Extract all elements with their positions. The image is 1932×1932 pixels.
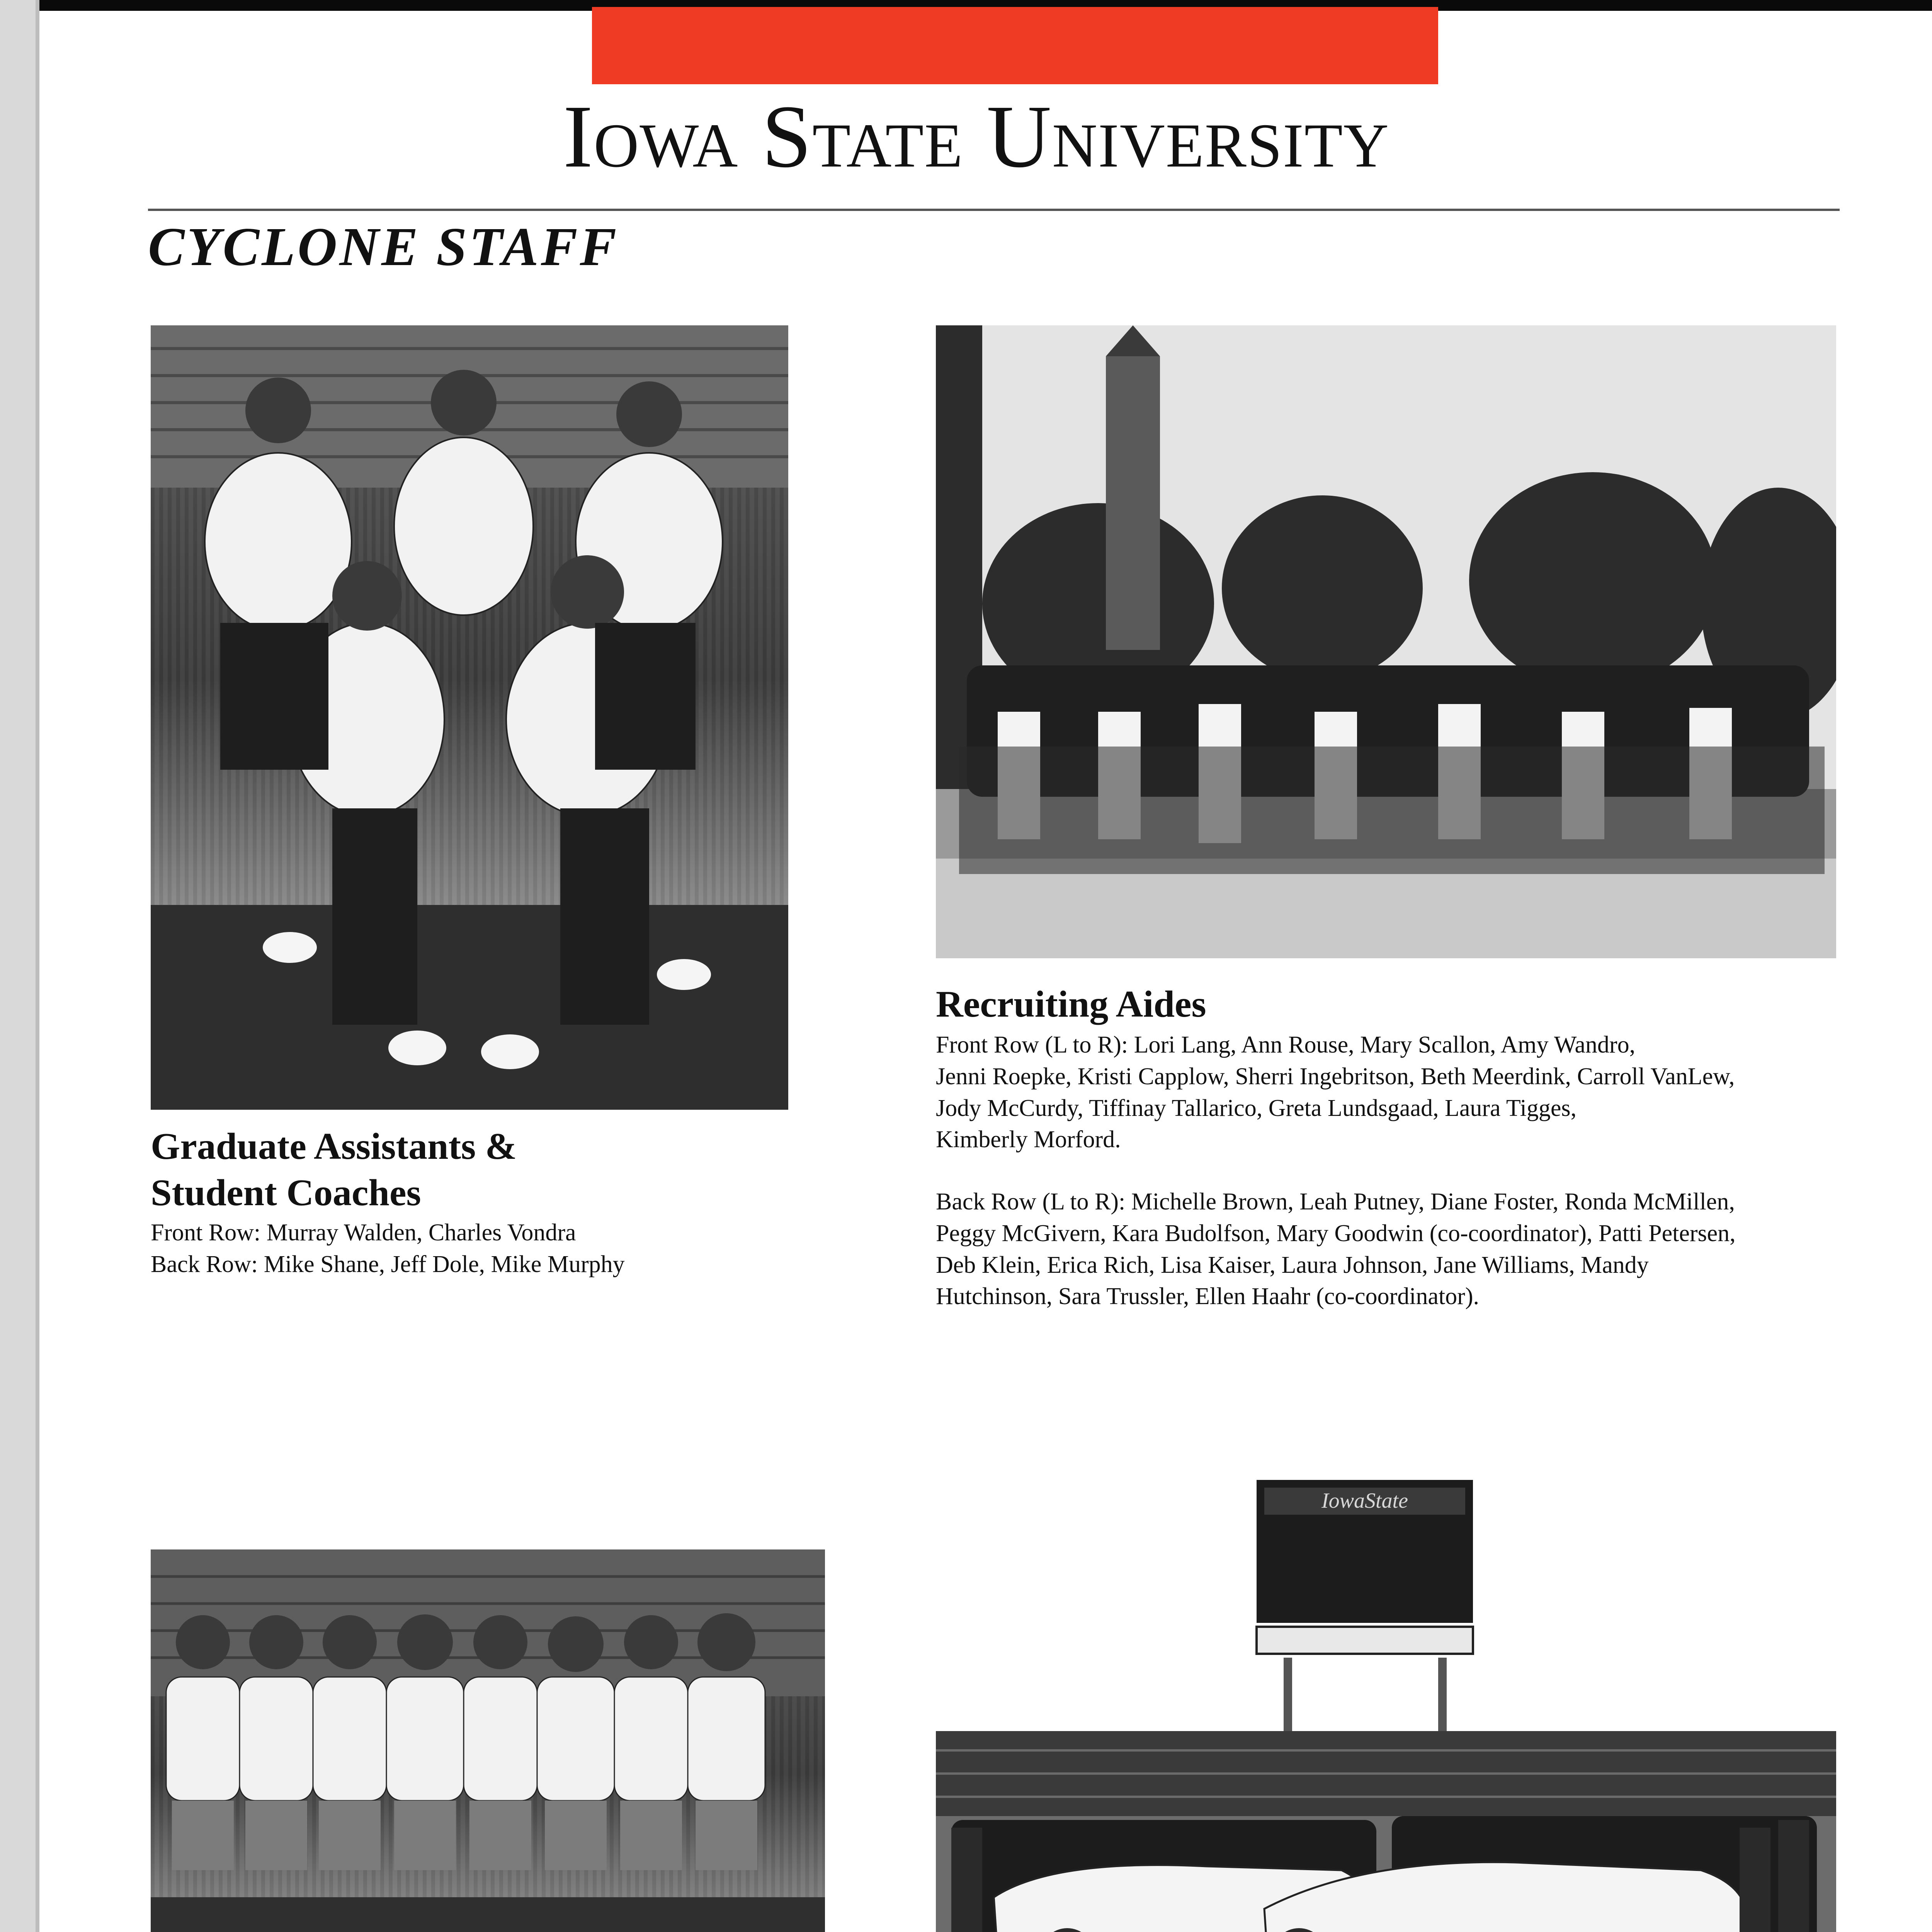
graduate-assistants-photo: [151, 325, 788, 1110]
recruiting-aides-back-row: Back Row (L to R): Michelle Brown, Leah Putney, Diane Foster, Ronda McMillen, Peggy McGivern, Kara Budolfson, Mary Goodwin (co-coordinator), Patti Petersen, Deb Klein, Erica Rich, Lisa Kaiser, Laura Johnson, Jane Williams, Mandy Hutchinson, Sara Trussler, Ellen Haahr (co-coordinator).: [936, 1189, 1736, 1310]
graduate-assistants-title-line1: Graduate Assistants &: [151, 1126, 517, 1167]
scoreboard-brand: IowaState: [1321, 1489, 1408, 1513]
page-title: Iowa State University: [563, 87, 1389, 186]
recruiting-aides-front-row: Front Row (L to R): Lori Lang, Ann Rouse, Mary Scallon, Amy Wandro, Jenni Roepke, Kristi Capplow, Sherri Ingebritson, Beth Meerdink, Carroll VanLew, Jody McCurdy, Tiffinay Tallarico, Greta Lundsgaad, Laura Tigges, Kimberly Morford.: [936, 1032, 1735, 1153]
graduate-assistants-title: [151, 1124, 808, 1216]
recruiting-aides-title: Recruiting Aides: [936, 983, 1206, 1025]
graduate-assistants-title-line2: Student Coaches: [151, 1172, 421, 1214]
managers-photo: [151, 1549, 825, 1932]
training-staff-photo: [936, 1480, 1836, 1932]
header-red-band: [592, 7, 1438, 84]
graduate-assistants-back-row: Back Row: Mike Shane, Jeff Dole, Mike Murphy: [151, 1251, 625, 1277]
scan-border-left: [0, 0, 36, 1932]
section-title: CYCLONE STAFF: [148, 216, 619, 277]
graduate-assistants-front-row: Front Row: Murray Walden, Charles Vondra: [151, 1219, 576, 1246]
recruiting-aides-photo: [936, 325, 1836, 958]
header-rule: [148, 209, 1840, 211]
scan-border-left-shadow: [36, 0, 39, 1932]
